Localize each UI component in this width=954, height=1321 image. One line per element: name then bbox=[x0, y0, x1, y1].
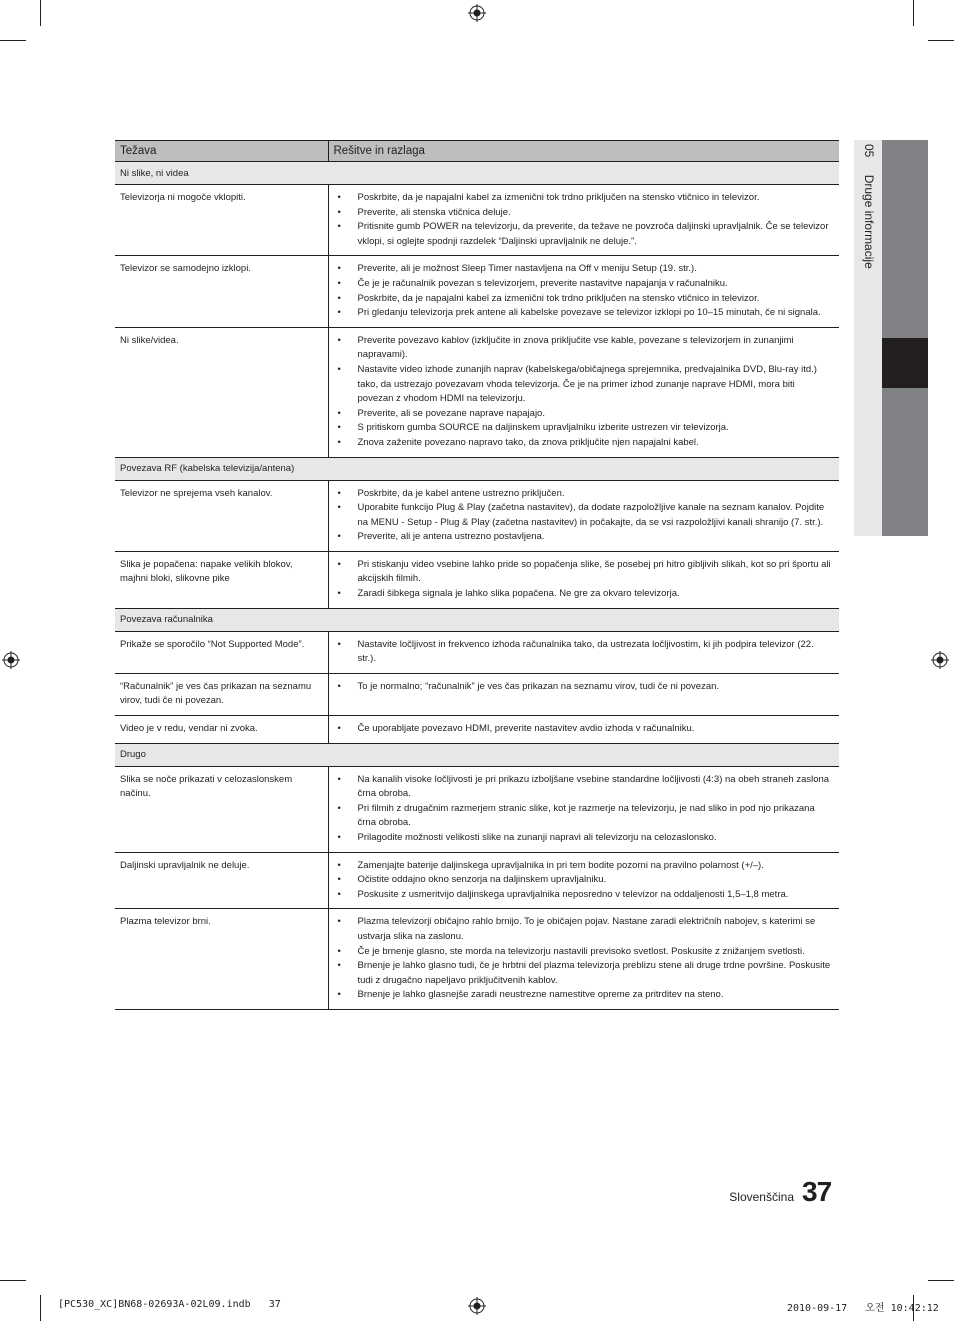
problem-cell: Televizorja ni mogoče vklopiti. bbox=[115, 185, 328, 256]
registration-mark-icon bbox=[468, 4, 486, 22]
solution-cell bbox=[328, 480, 839, 551]
problem-cell: Televizor se samodejno izklopi. bbox=[115, 256, 328, 327]
chapter-title: Druge informacije bbox=[862, 174, 876, 269]
solution-item: • Nastavite ločljivost in frekvenco izhoda računalnika tako, da ustrezata ločljivostim, ki jih podpira televizor (22. str.). bbox=[358, 638, 834, 667]
solution-cell bbox=[328, 716, 839, 744]
section-title: Drugo bbox=[115, 743, 839, 766]
section-row bbox=[115, 457, 839, 480]
solution-item: • Na kanalih visoke ločljivosti je pri prikazu izboljšane vsebine standardne ločljivosti (4:3) na obeh straneh zaslona črna obroba. bbox=[358, 773, 834, 802]
solution-list bbox=[358, 722, 834, 737]
footer-language: Slovenščina bbox=[729, 1190, 794, 1204]
chapter-number: 05 bbox=[862, 144, 876, 158]
chapter-tab-bar bbox=[882, 388, 928, 536]
solution-item: • Poskrbite, da je napajalni kabel za izmenični tok trdno priključen na stensko vtičnico in televizor. bbox=[358, 191, 834, 206]
solution-item: • Brnenje je lahko glasnejše zaradi neustrezne namestitve opreme za pritrditev na steno. bbox=[358, 988, 834, 1003]
solution-list bbox=[358, 334, 834, 451]
solution-item: • Pri stiskanju video vsebine lahko pride so popačenja slike, še posebej pri hitro gibljivih slikah, kot so pri športu ali akcijskih filmih. bbox=[358, 558, 834, 587]
solution-item: • Če je je računalnik povezan s televizorjem, preverite nastavitve napajanja v računalniku. bbox=[358, 277, 834, 292]
problem-cell: “Računalnik” je ves čas prikazan na seznamu virov, tudi če ni povezan. bbox=[115, 673, 328, 715]
solution-cell bbox=[328, 852, 839, 909]
table-header-row bbox=[115, 141, 839, 162]
chapter-tab bbox=[854, 140, 928, 536]
print-file-info: [PC530_XC]BN68-02693A-02L09.indb 37 bbox=[58, 1299, 281, 1310]
registration-mark-icon bbox=[931, 651, 949, 669]
crop-mark bbox=[40, 0, 41, 26]
problem-cell: Daljinski upravljalnik ne deluje. bbox=[115, 852, 328, 909]
solution-list bbox=[358, 558, 834, 602]
solution-list bbox=[358, 680, 834, 695]
solution-item: • Poskusite z usmeritvijo daljinskega upravljalnika neposredno v televizor na oddaljenosti 1,5–1,8 metra. bbox=[358, 888, 834, 903]
problem-cell: Slika je popačena: napake velikih blokov, majhni bloki, slikovne pike bbox=[115, 551, 328, 608]
registration-mark-icon bbox=[468, 1297, 486, 1315]
solution-item: • Nastavite video izhode zunanjih naprav (kabelskega/običajnega sprejemnika, predvajalnika DVD, Blu-ray itd.) tako, da ustrezajo povezavam vhoda televizorja. Če je na primer izhod zunanje naprave HDMI, mora biti povezan z vhodom HDMI na televizorju. bbox=[358, 363, 834, 407]
crop-mark bbox=[928, 1280, 954, 1281]
section-title: Povezava računalnika bbox=[115, 608, 839, 631]
crop-mark bbox=[0, 1280, 26, 1281]
solution-item: • Znova zaženite povezano napravo tako, da znova priključite njen napajalni kabel. bbox=[358, 436, 834, 451]
chapter-tab-label bbox=[860, 144, 876, 269]
problem-cell: Televizor ne sprejema vseh kanalov. bbox=[115, 480, 328, 551]
solution-cell bbox=[328, 327, 839, 457]
solution-cell bbox=[328, 256, 839, 327]
crop-mark bbox=[0, 40, 26, 41]
solution-cell bbox=[328, 185, 839, 256]
chapter-tab-active-marker bbox=[882, 338, 928, 388]
solution-list bbox=[358, 638, 834, 667]
solution-list bbox=[358, 773, 834, 846]
solution-item: • To je normalno; “računalnik” je ves čas prikazan na seznamu virov, tudi če ni povezan. bbox=[358, 680, 834, 695]
solution-list bbox=[358, 487, 834, 545]
crop-mark bbox=[913, 0, 914, 26]
solution-cell bbox=[328, 909, 839, 1010]
solution-item: • Pri filmih z drugačnim razmerjem stranic slike, kot je razmerje na televizorju, je nad sliko in pod njo prikazana črna obroba. bbox=[358, 802, 834, 831]
problem-cell: Video je v redu, vendar ni zvoka. bbox=[115, 716, 328, 744]
solution-list bbox=[358, 191, 834, 249]
table-row bbox=[115, 766, 839, 852]
solution-item: • Brnenje je lahko glasno tudi, če je hrbtni del plazma televizorja preblizu stene ali druge trdne površine. Poskusite tudi z drugačno napeljavo priključitvenih kablov. bbox=[358, 959, 834, 988]
problem-cell: Prikaže se sporočilo “Not Supported Mode”. bbox=[115, 631, 328, 673]
solution-item: • Poskrbite, da je kabel antene ustrezno priključen. bbox=[358, 487, 834, 502]
solution-item: • Preverite, ali je možnost Sleep Timer nastavljena na Off v meniju Setup (19. str.). bbox=[358, 262, 834, 277]
solution-item: • Poskrbite, da je napajalni kabel za izmenični tok trdno priključen na stensko vtičnico in televizor. bbox=[358, 292, 834, 307]
solution-item: • Če je brnenje glasno, ste morda na televizorju nastavili previsoko svetlost. Poskusite z znižanjem svetlosti. bbox=[358, 945, 834, 960]
problem-cell: Ni slike/videa. bbox=[115, 327, 328, 457]
solution-item: • Preverite, ali stenska vtičnica deluje. bbox=[358, 206, 834, 221]
table-row bbox=[115, 909, 839, 1010]
problem-cell: Slika se noče prikazati v celozaslonskem načinu. bbox=[115, 766, 328, 852]
solution-item: • Zaradi šibkega signala je lahko slika popačena. Ne gre za okvaro televizorja. bbox=[358, 587, 834, 602]
solution-item: • Zamenjajte baterije daljinskega upravljalnika in pri tem bodite pozorni na pravilno polarnost (+/–). bbox=[358, 859, 834, 874]
crop-mark bbox=[928, 40, 954, 41]
solution-cell bbox=[328, 631, 839, 673]
solution-cell bbox=[328, 551, 839, 608]
solution-cell bbox=[328, 766, 839, 852]
section-title: Ni slike, ni videa bbox=[115, 162, 839, 185]
registration-mark-icon bbox=[2, 651, 20, 669]
table-row bbox=[115, 852, 839, 909]
chapter-tab-bar bbox=[882, 140, 928, 338]
problem-cell: Plazma televizor brni. bbox=[115, 909, 328, 1010]
table-row bbox=[115, 631, 839, 673]
page-number: 37 bbox=[802, 1176, 832, 1207]
solution-item: • Preverite, ali se povezane naprave napajajo. bbox=[358, 407, 834, 422]
solution-item: • Plazma televizorji običajno rahlo brnijo. To je običajen pojav. Nastane zaradi električnih nabojev, s katerimi se ustvarja slika na zaslonu. bbox=[358, 915, 834, 944]
print-date-info: 2010-09-17 오전 10:42:12 bbox=[787, 1303, 939, 1314]
table-body bbox=[115, 162, 839, 1010]
solution-item: • Očistite oddajno okno senzorja na daljinskem upravljalniku. bbox=[358, 873, 834, 888]
section-row bbox=[115, 608, 839, 631]
solution-item: • Pritisnite gumb POWER na televizorju, da preverite, da težave ne povzroča daljinski upravljalnik. Če se televizor vklopi, si oglejte spodnji razdelek “Daljinski upravljalnik ne deluje.”. bbox=[358, 220, 834, 249]
table-row bbox=[115, 185, 839, 256]
solution-item: • Pri gledanju televizorja prek antene ali kabelske povezave se televizor izklopi po 10–15 minutah, če ni signala. bbox=[358, 306, 834, 321]
column-header-solution: Rešitve in razlaga bbox=[328, 141, 839, 162]
table-row bbox=[115, 256, 839, 327]
table-row bbox=[115, 480, 839, 551]
table-row bbox=[115, 673, 839, 715]
troubleshooting-table bbox=[115, 140, 839, 1010]
solution-item: • Prilagodite možnosti velikosti slike na zunanji napravi ali televizorju na celozaslonsko. bbox=[358, 831, 834, 846]
table-row bbox=[115, 327, 839, 457]
solution-item: • Če uporabljate povezavo HDMI, preverite nastavitev avdio izhoda v računalniku. bbox=[358, 722, 834, 737]
solution-item: • Preverite, ali je antena ustrezno postavljena. bbox=[358, 530, 834, 545]
section-row bbox=[115, 743, 839, 766]
table-row bbox=[115, 716, 839, 744]
solution-item: • Uporabite funkcijo Plug & Play (začetna nastavitev), da dodate razpoložljive kanale na seznam kanalov. Pojdite na MENU - Setup - Plug & Play (začetna nastavitev) in počakajte, da se vsi razpoložljivi kanali shranijo (7. str.). bbox=[358, 501, 834, 530]
solution-item: • Preverite povezavo kablov (izključite in znova priključite vse kable, povezane s televizorjem in zunanjimi napravami). bbox=[358, 334, 834, 363]
column-header-problem: Težava bbox=[115, 141, 328, 162]
table-row bbox=[115, 551, 839, 608]
solution-list bbox=[358, 859, 834, 903]
crop-mark bbox=[40, 1295, 41, 1321]
solution-cell bbox=[328, 673, 839, 715]
solution-list bbox=[358, 915, 834, 1003]
solution-item: • S pritiskom gumba SOURCE na daljinskem upravljalniku izberite ustrezen vir televizorja. bbox=[358, 421, 834, 436]
section-title: Povezava RF (kabelska televizija/antena) bbox=[115, 457, 839, 480]
solution-list bbox=[358, 262, 834, 320]
section-row bbox=[115, 162, 839, 185]
